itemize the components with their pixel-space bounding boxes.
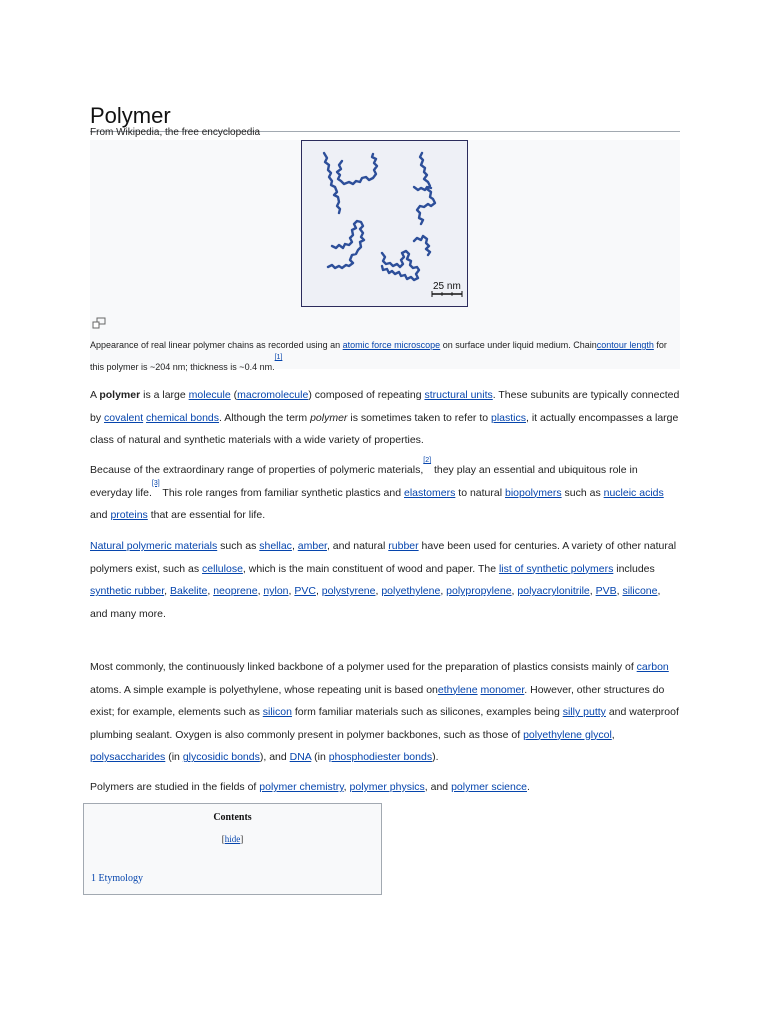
toc-item-etymology[interactable]: 1 Etymology <box>91 873 143 884</box>
link-shellac[interactable]: shellac <box>259 540 292 552</box>
link-neoprene[interactable]: neoprene <box>213 585 258 598</box>
link-nylon[interactable]: nylon <box>263 585 289 598</box>
link-natural-polymeric-materials[interactable]: Natural polymeric materials <box>90 540 218 552</box>
link-biopolymers[interactable]: biopolymers <box>504 486 562 499</box>
link-polystyrene[interactable]: polystyrene <box>321 585 376 598</box>
link-amber[interactable]: amber <box>297 540 327 552</box>
link-nucleic-acids[interactable]: nucleic acids <box>603 486 664 499</box>
link-carbon[interactable]: carbon <box>636 661 669 673</box>
link-polysaccharides[interactable]: polysaccharides <box>90 751 166 764</box>
link-rubber[interactable]: rubber <box>388 540 419 552</box>
link-elastomers[interactable]: elastomers <box>404 486 456 499</box>
link-polyacrylonitrile[interactable]: polyacrylonitrile <box>517 585 590 598</box>
ref-1[interactable]: [1] <box>274 354 283 361</box>
link-synthetic-rubber[interactable]: synthetic rubber <box>90 585 165 598</box>
table-of-contents <box>83 803 382 895</box>
paragraph-natural-polymers: Natural polymeric materials such as shellac, amber, and natural rubber have been used for centuries. A variety of other natural polymers exist, such as cellulose, which is the main constituent of wood and paper. The list of synthetic polymers includes synthetic rubber, Bakelite, neoprene, nylon, PVC, polystyrene, polyethylene, polypropylene, polyacrylonitrile, PVB, silicone, and many more. <box>90 540 677 620</box>
link-polyethylene[interactable]: polyethylene <box>381 585 441 598</box>
link-bakelite[interactable]: Bakelite <box>169 585 208 598</box>
link-macromolecule[interactable]: macromolecule <box>237 389 309 401</box>
link-glycosidic-bonds[interactable]: glycosidic bonds <box>182 751 260 764</box>
toc-title: Contents <box>213 812 252 823</box>
link-polyethylene-glycol[interactable]: polyethylene glycol <box>523 728 612 741</box>
link-molecule[interactable]: molecule <box>188 389 231 401</box>
link-polypropylene[interactable]: polypropylene <box>446 585 512 598</box>
link-cellulose[interactable]: cellulose <box>202 562 243 575</box>
magnify-clip-icon[interactable] <box>92 316 106 328</box>
link-contour-length[interactable]: contour length <box>596 340 654 350</box>
paragraph-intro: A polymer is a large molecule (macromolecule) composed of repeating structural units. These subunits are typically connected by covalent chemical bonds. Although the term polymer is sometimes taken to refer to plastics, it actually encompasses a large class of natural and synthetic materials with a wide variety of properties. <box>90 389 680 447</box>
scale-bar-label: 25 nm <box>433 281 461 292</box>
link-structural-units[interactable]: structural units <box>424 389 493 401</box>
paragraph-fields: Polymers are studied in the fields of polymer chemistry, polymer physics, and polymer science. <box>90 781 530 793</box>
link-pvb[interactable]: PVB <box>595 585 617 598</box>
link-pvc[interactable]: PVC <box>294 585 316 598</box>
link-phosphodiester-bonds[interactable]: phosphodiester bonds <box>328 751 433 764</box>
link-monomer[interactable]: monomer <box>480 683 525 696</box>
link-ethylene[interactable]: ethylene <box>437 683 478 696</box>
toc-hide-toggle: [hide] <box>221 834 244 844</box>
link-chemical-bonds[interactable]: chemical bonds <box>146 411 220 424</box>
link-covalent[interactable]: covalent <box>104 411 144 424</box>
page-title: Polymer <box>90 103 680 132</box>
link-polymer-science[interactable]: polymer science <box>451 781 527 793</box>
link-polymer-chemistry[interactable]: polymer chemistry <box>259 781 344 793</box>
link-list-of-synthetic-polymers[interactable]: list of synthetic polymers <box>498 562 614 575</box>
link-silicone[interactable]: silicone <box>622 585 658 598</box>
ref-3[interactable]: [3] <box>151 479 160 487</box>
ref-2[interactable]: [2] <box>423 457 432 464</box>
site-tagline: From Wikipedia, the free encyclopedia <box>90 127 261 138</box>
afm-image[interactable] <box>301 140 468 307</box>
link-dna[interactable]: DNA <box>289 751 312 764</box>
figure-box <box>90 140 680 372</box>
link-proteins[interactable]: proteins <box>110 509 148 522</box>
polymer-chains-image <box>302 141 467 306</box>
paragraph-backbone: Most commonly, the continuously linked backbone of a polymer used for the preparation of plastics consists mainly of carbon atoms. A simple example is polyethylene, whose repeating unit is based onethylene monomer. However, other structures do exist; for example, elements such as silicon form familiar materials such as silicones, examples being silly putty and waterproof plumbing sealant. Oxygen is also commonly present in polymer backbones, such as those of polyethylene glycol, polysaccharides (in glycosidic bonds), and DNA (in phosphodiester bonds). <box>90 661 679 764</box>
link-atomic-force-microscope[interactable]: atomic force microscope <box>342 340 441 350</box>
toc-hide-link[interactable]: hide <box>224 834 241 844</box>
link-polymer-physics[interactable]: polymer physics <box>349 781 425 793</box>
link-plastics[interactable]: plastics <box>491 411 527 424</box>
paragraph-properties: Because of the extraordinary range of properties of polymeric materials,[2] they play an essential and ubiquitous role in everyday life.[3] This role ranges from familiar synthetic plastics and elastomers to natural biopolymers such as nucleic acids and proteins that are essential for life. <box>90 457 664 522</box>
link-silly-putty[interactable]: silly putty <box>562 706 606 719</box>
figure-caption: Appearance of real linear polymer chains as recorded using an atomic force microscope on surface under liquid medium. Chaincontour length for this polymer is ~204 nm; thickness is ~0.4 nm.[1] <box>90 340 667 372</box>
link-silicon[interactable]: silicon <box>262 706 292 719</box>
